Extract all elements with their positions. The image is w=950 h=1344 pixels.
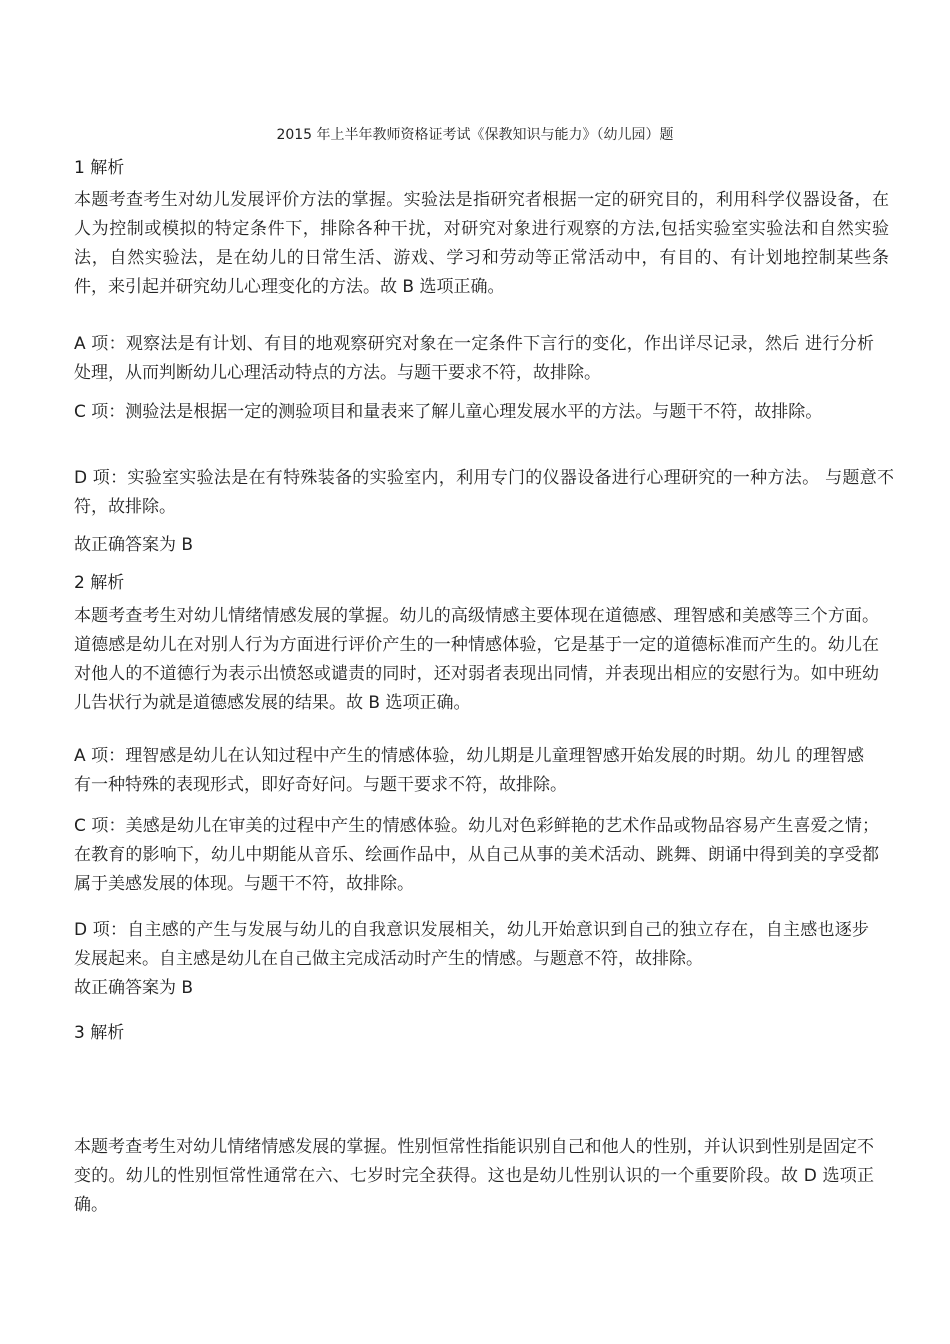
section-2-option-c: C 项：美感是幼儿在审美的过程中产生的情感体验。幼儿对色彩鲜艳的艺术作品或物品容易产生喜爱之情；在教育的影响下，幼儿中期能从音乐、绘画作品中，从自己从事的美术活动、跳舞、朗诵中得到美的享受都属于美感发展的体现。与题干不符，故排除。: [74, 816, 879, 894]
section-2-answer: 故正确答案为 B: [74, 978, 194, 998]
section-1-heading: 1 解析: [74, 158, 125, 178]
section-1-answer: 故正确答案为 B: [74, 535, 194, 555]
section-2-heading: 2 解析: [74, 573, 125, 593]
section-1-option-c: C 项：测验法是根据一定的测验项目和量表来了解儿童心理发展水平的方法。与题干不符，故排除。: [74, 402, 823, 422]
page-title: 2015 年上半年教师资格证考试《保教知识与能力》（幼儿园）题: [276, 127, 674, 143]
section-1-option-a: A 项：观察法是有计划、有目的地观察研究对象在一定条件下言行的变化，作出详尽记录，然后 进行分析处理，从而判断幼儿心理活动特点的方法。与题干要求不符，故排除。: [74, 334, 874, 383]
section-2-body: 本题考查考生对幼儿情绪情感发展的掌握。幼儿的高级情感主要体现在道德感、理智感和美感等三个方面。道德感是幼儿在对别人行为方面进行评价产生的一种情感体验，它是基于一定的道德标准而产生的。幼儿在对他人的不道德行为表示出愤怒或谴责的同时，还对弱者表现出同情，并表现出相应的安慰行为。如中班幼儿告状行为就是道德感发展的结果。故 B 选项正确。: [74, 606, 879, 713]
section-1-body: 本题考查考生对幼儿发展评价方法的掌握。实验法是指研究者根据一定的研究目的，利用科学仪器设备，在人为控制或模拟的特定条件下，排除各种干扰，对研究对象进行观察的方法,包括实验室实验法和自然实验法，自然实验法，是在幼儿的日常生活、游戏、学习和劳动等正常活动中，有目的、有计划地控制某些条件，来引起并研究幼儿心理变化的方法。故 B 选项正确。: [74, 190, 889, 297]
section-1-option-d: D 项：实验室实验法是在有特殊装备的实验室内，利用专门的仪器设备进行心理研究的一种方法。 与题意不符，故排除。: [74, 468, 894, 517]
section-3-body: 本题考查考生对幼儿情绪情感发展的掌握。性别恒常性指能识别自己和他人的性别，并认识到性别是固定不变的。幼儿的性别恒常性通常在六、七岁时完全获得。这也是幼儿性别认识的一个重要阶段。故 D 选项正确。: [74, 1137, 874, 1215]
section-2-option-d: D 项：自主感的产生与发展与幼儿的自我意识发展相关，幼儿开始意识到自己的独立存在，自主感也逐步发展起来。自主感是幼儿在自己做主完成活动时产生的情感。与题意不符，故排除。: [74, 920, 869, 969]
section-3-heading: 3 解析: [74, 1023, 125, 1043]
section-2-option-a: A 项：理智感是幼儿在认知过程中产生的情感体验，幼儿期是儿童理智感开始发展的时期。幼儿 的理智感有一种特殊的表现形式，即好奇好问。与题干要求不符，故排除。: [74, 746, 864, 795]
